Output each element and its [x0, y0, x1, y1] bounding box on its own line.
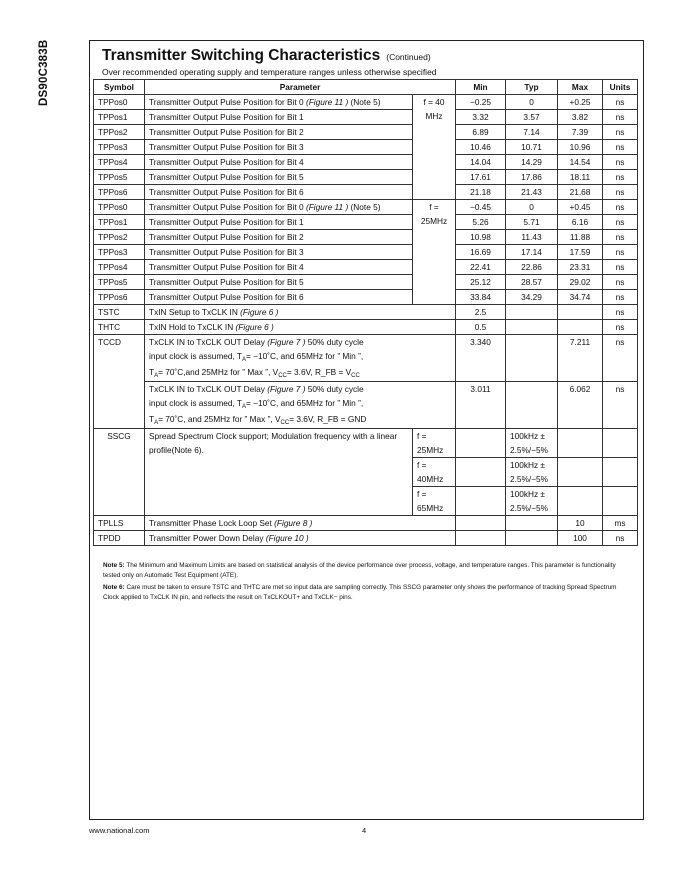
header-parameter: Parameter	[145, 80, 456, 95]
parameter-cell: Transmitter Output Pulse Position for Bit 2	[145, 125, 413, 140]
table-row	[94, 245, 638, 260]
units-cell: ns	[603, 531, 638, 546]
max-cell	[558, 429, 603, 458]
typ-cell	[506, 531, 558, 546]
min-cell: 16.69	[456, 245, 506, 260]
typ-cell: 100kHz ± 2.5%/−5%	[506, 458, 558, 487]
parameter-cell: TxCLK IN to TxCLK OUT Delay (Figure 7 ) 50% duty cycle input clock is assumed, $T_A=$ −10˚C, and 65MHz for ” Min ”, $T_A=$ 70˚C,and 25MHz for ” Max ”, $V_{CC}= 3.6V$, R_FB = $V_{CC}$	[145, 335, 456, 382]
symbol-cell: TPPos2	[94, 125, 145, 140]
symbol-cell: TPLLS	[94, 516, 145, 531]
min-cell: 10.46	[456, 140, 506, 155]
switching-characteristics-table	[93, 79, 638, 546]
max-cell: 10	[558, 516, 603, 531]
units-cell: ns	[603, 185, 638, 200]
header-max: Max	[558, 80, 603, 95]
symbol-cell: TPPos2	[94, 230, 145, 245]
table-row	[94, 95, 638, 110]
max-cell: 7.39	[558, 125, 603, 140]
table-row	[94, 382, 638, 429]
typ-cell: 5.71	[506, 215, 558, 230]
max-cell: 6.16	[558, 215, 603, 230]
condition-cell: f = 40MHz	[413, 458, 456, 487]
typ-cell: 21.43	[506, 185, 558, 200]
condition-cell: f = 25MHz	[413, 200, 456, 305]
units-cell: ns	[603, 110, 638, 125]
parameter-cell: Transmitter Output Pulse Position for Bit 1	[145, 215, 413, 230]
table-row	[94, 185, 638, 200]
units-cell	[603, 487, 638, 516]
parameter-cell: Transmitter Output Pulse Position for Bit 4	[145, 260, 413, 275]
parameter-cell: Transmitter Output Pulse Position for Bit 3	[145, 140, 413, 155]
footer-website: www.national.com	[89, 826, 150, 835]
max-cell: 14.54	[558, 155, 603, 170]
units-cell: ns	[603, 170, 638, 185]
symbol-cell: TPPos3	[94, 245, 145, 260]
min-cell: 6.89	[456, 125, 506, 140]
section-title: Transmitter Switching Characteristics (Continued)	[102, 47, 431, 64]
footnotes	[103, 561, 631, 605]
symbol-cell: TCCD	[94, 335, 145, 429]
symbol-cell: TPPos5	[94, 275, 145, 290]
header-units: Units	[603, 80, 638, 95]
max-cell	[558, 458, 603, 487]
units-cell: ns	[603, 335, 638, 382]
header-typ: Typ	[506, 80, 558, 95]
condition-cell: f = 25MHz	[413, 429, 456, 458]
min-cell: 2.5	[456, 305, 506, 320]
parameter-cell: Transmitter Output Pulse Position for Bit 6	[145, 290, 413, 305]
max-cell: 10.96	[558, 140, 603, 155]
typ-cell: 0	[506, 95, 558, 110]
typ-cell	[506, 305, 558, 320]
max-cell: 3.82	[558, 110, 603, 125]
units-cell: ns	[603, 260, 638, 275]
table-row	[94, 125, 638, 140]
symbol-cell: TPPos1	[94, 110, 145, 125]
parameter-cell: Transmitter Power Down Delay (Figure 10 )	[145, 531, 456, 546]
max-cell: 21.68	[558, 185, 603, 200]
min-cell: 0.5	[456, 320, 506, 335]
min-cell: 25.12	[456, 275, 506, 290]
table-header-row	[94, 80, 638, 95]
max-cell: 7.211	[558, 335, 603, 382]
max-cell: 29.02	[558, 275, 603, 290]
note-5: Note 5: The Minimum and Maximum Limits are based on statistical analysis of the device performance over process, voltage, and temperature ranges. This parameter is functionality tested only on Automatic Test Equipment (ATE).	[103, 562, 616, 579]
max-cell: +0.25	[558, 95, 603, 110]
symbol-cell: TPPos3	[94, 140, 145, 155]
min-cell: 22.41	[456, 260, 506, 275]
units-cell: ns	[603, 95, 638, 110]
table-row	[94, 275, 638, 290]
units-cell: ns	[603, 200, 638, 215]
parameter-cell: Transmitter Output Pulse Position for Bit 5	[145, 170, 413, 185]
units-cell: ns	[603, 245, 638, 260]
table-row	[94, 155, 638, 170]
max-cell: 100	[558, 531, 603, 546]
table-row	[94, 230, 638, 245]
symbol-cell: TPPos6	[94, 185, 145, 200]
typ-cell: 10.71	[506, 140, 558, 155]
max-cell: 34.74	[558, 290, 603, 305]
typ-cell: 11.43	[506, 230, 558, 245]
symbol-cell: TSTC	[94, 305, 145, 320]
parameter-cell: TxIN Hold to TxCLK IN (Figure 6 )	[145, 320, 456, 335]
typ-cell: 100kHz ± 2.5%/−5%	[506, 487, 558, 516]
table-row	[94, 170, 638, 185]
units-cell: ns	[603, 305, 638, 320]
parameter-cell: Transmitter Output Pulse Position for Bit 0 (Figure 11 ) (Note 5)	[145, 95, 413, 110]
parameter-cell: Transmitter Output Pulse Position for Bit 6	[145, 185, 413, 200]
min-cell	[456, 429, 506, 458]
table-row	[94, 516, 638, 531]
min-cell: 14.04	[456, 155, 506, 170]
min-cell: 3.32	[456, 110, 506, 125]
typ-cell	[506, 320, 558, 335]
typ-cell: 17.14	[506, 245, 558, 260]
min-cell: 17.61	[456, 170, 506, 185]
units-cell: ms	[603, 516, 638, 531]
typ-cell	[506, 382, 558, 429]
parameter-cell: Transmitter Output Pulse Position for Bit 4	[145, 155, 413, 170]
table-row	[94, 305, 638, 320]
symbol-cell: TPPos5	[94, 170, 145, 185]
typ-cell: 34.29	[506, 290, 558, 305]
table-row	[94, 429, 638, 458]
min-cell: 5.26	[456, 215, 506, 230]
table-row	[94, 260, 638, 275]
table-row	[94, 290, 638, 305]
units-cell: ns	[603, 215, 638, 230]
min-cell: 3.340	[456, 335, 506, 382]
note-6: Note 6: Care must be taken to ensure TSTC and THTC are met so input data are sampling correctly. This SSCG parameter only shows the performance of tracking Spread Spectrum Clock applied to TxCLK IN pin, and reflects the result on TxCLKOUT+ and TxCLK− pins.	[103, 584, 617, 601]
header-min: Min	[456, 80, 506, 95]
parameter-cell: TxIN Setup to TxCLK IN (Figure 6 )	[145, 305, 456, 320]
table-row	[94, 200, 638, 215]
table-row	[94, 215, 638, 230]
symbol-cell: TPPos4	[94, 155, 145, 170]
table-row	[94, 140, 638, 155]
typ-cell: 0	[506, 200, 558, 215]
spec-frame	[89, 40, 644, 820]
parameter-cell: Transmitter Output Pulse Position for Bit 0 (Figure 11 ) (Note 5)	[145, 200, 413, 215]
typ-cell: 7.14	[506, 125, 558, 140]
symbol-cell: TPDD	[94, 531, 145, 546]
min-cell	[456, 531, 506, 546]
max-cell: 17.59	[558, 245, 603, 260]
parameter-cell: Transmitter Output Pulse Position for Bit 2	[145, 230, 413, 245]
parameter-cell: Spread Spectrum Clock support; Modulation frequency with a linear profile(Note 6).	[145, 429, 413, 516]
symbol-cell: TPPos1	[94, 215, 145, 230]
min-cell: 33.84	[456, 290, 506, 305]
min-cell: 21.18	[456, 185, 506, 200]
min-cell	[456, 487, 506, 516]
typ-cell: 100kHz ± 2.5%/−5%	[506, 429, 558, 458]
symbol-cell: TPPos0	[94, 95, 145, 110]
units-cell: ns	[603, 290, 638, 305]
max-cell	[558, 320, 603, 335]
units-cell: ns	[603, 320, 638, 335]
parameter-cell: TxCLK IN to TxCLK OUT Delay (Figure 7 ) 50% duty cycle input clock is assumed, $T_A=$ −10˚C, and 65MHz for ” Min ”, $T_A=$ 70˚C, and 25MHz for ” Max ”, $V_{CC}= 3.6V$, R_FB = GND	[145, 382, 456, 429]
header-symbol: Symbol	[94, 80, 145, 95]
min-cell	[456, 516, 506, 531]
condition-cell: f = 40 MHz	[413, 95, 456, 200]
max-cell	[558, 305, 603, 320]
typ-cell: 22.86	[506, 260, 558, 275]
symbol-cell: SSCG	[94, 429, 145, 516]
max-cell: 6.062	[558, 382, 603, 429]
units-cell: ns	[603, 275, 638, 290]
table-row	[94, 335, 638, 382]
typ-cell: 17.86	[506, 170, 558, 185]
parameter-cell: Transmitter Output Pulse Position for Bit 3	[145, 245, 413, 260]
max-cell	[558, 487, 603, 516]
symbol-cell: THTC	[94, 320, 145, 335]
max-cell: +0.45	[558, 200, 603, 215]
parameter-cell: Transmitter Output Pulse Position for Bit 1	[145, 110, 413, 125]
units-cell: ns	[603, 140, 638, 155]
min-cell	[456, 458, 506, 487]
condition-cell: f = 65MHz	[413, 487, 456, 516]
min-cell: 3.011	[456, 382, 506, 429]
table-row	[94, 531, 638, 546]
table-row	[94, 110, 638, 125]
units-cell: ns	[603, 155, 638, 170]
parameter-cell: Transmitter Output Pulse Position for Bit 5	[145, 275, 413, 290]
min-cell: −0.25	[456, 95, 506, 110]
table-row	[94, 320, 638, 335]
typ-cell	[506, 335, 558, 382]
side-part-number: DS90C383B	[38, 39, 50, 106]
typ-cell: 28.57	[506, 275, 558, 290]
typ-cell: 14.29	[506, 155, 558, 170]
symbol-cell: TPPos6	[94, 290, 145, 305]
section-subtitle: Over recommended operating supply and temperature ranges unless otherwise specified	[102, 67, 437, 77]
page-number: 4	[362, 826, 367, 835]
units-cell	[603, 429, 638, 458]
units-cell	[603, 458, 638, 487]
units-cell: ns	[603, 125, 638, 140]
min-cell: 10.98	[456, 230, 506, 245]
symbol-cell: TPPos0	[94, 200, 145, 215]
min-cell: −0.45	[456, 200, 506, 215]
max-cell: 11.88	[558, 230, 603, 245]
parameter-cell: Transmitter Phase Lock Loop Set (Figure 8 )	[145, 516, 456, 531]
max-cell: 23.31	[558, 260, 603, 275]
symbol-cell: TPPos4	[94, 260, 145, 275]
typ-cell: 3.57	[506, 110, 558, 125]
typ-cell	[506, 516, 558, 531]
units-cell: ns	[603, 382, 638, 429]
max-cell: 18.11	[558, 170, 603, 185]
units-cell: ns	[603, 230, 638, 245]
